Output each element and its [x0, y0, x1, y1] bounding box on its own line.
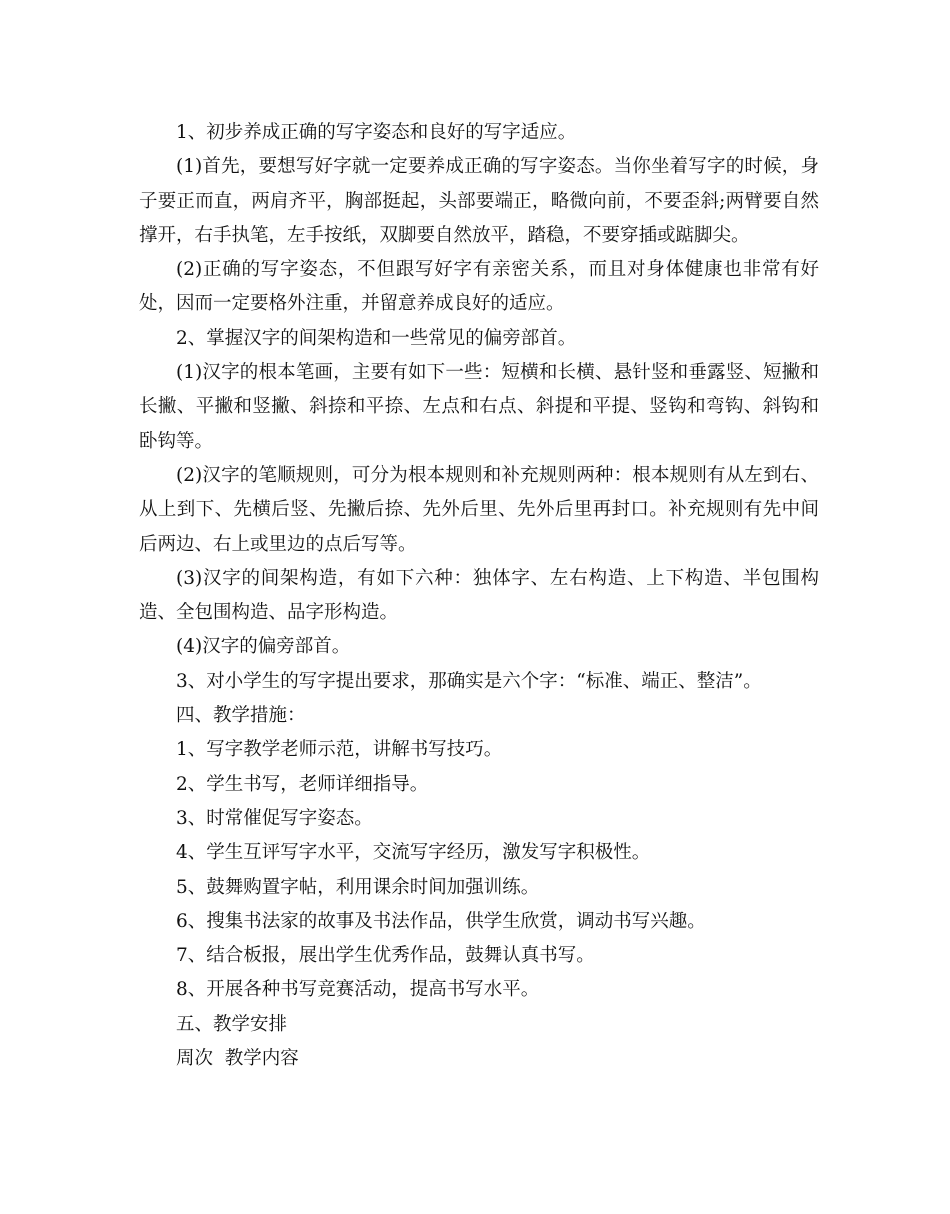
paragraph-basic-strokes: (1)汉字的根本笔画，主要有如下一些：短横和长横、悬针竖和垂露竖、短撇和长撇、平撇和竖撇、斜捺和平捺、左点和右点、斜提和平提、竖钩和弯钩、斜钩和卧钩等。 [139, 362, 819, 452]
section-heading-measures: 四、教学措施： [176, 705, 306, 727]
section-heading-schedule: 五、教学安排 [176, 1013, 288, 1035]
paragraph-habit-heading: 1、初步养成正确的写字姿态和良好的写字适应。 [176, 122, 577, 143]
paragraph-radicals: (4)汉字的偏旁部首。 [176, 636, 351, 658]
paragraph-posture-detail: (1)首先，要想写好字就一定要养成正确的写字姿态。当你坐着写字的时候，身子要正而直，两肩齐平，胸部挺起，头部要端正，略微向前，不要歪斜;两臂要自然撑开，右手执笔，左手按纸，双脚要自然放平，踏稳，不要穿插或踮脚尖。 [139, 156, 819, 246]
paragraph-requirements: 3、对小学生的写字提出要求，那确实是六个字：“标准、端正、整洁”。 [176, 670, 762, 692]
list-item-measure-4: 4、学生互评写字水平，交流写字经历，激发写字积极性。 [176, 842, 651, 864]
list-item-measure-2: 2、学生书写，老师详细指导。 [176, 773, 429, 795]
paragraph-posture-importance: (2)正确的写字姿态，不但跟写好字有亲密关系，而且对身体健康也非常有好处，因而一定要格外注重，并留意养成良好的适应。 [139, 259, 819, 315]
paragraph-stroke-order: (2)汉字的笔顺规则，可分为根本规则和补充规则两种：根本规则有从左到右、从上到下、先横后竖、先撇后捺、先外后里、先外后里再封口。补充规则有先中间后两边、右上或里边的点后写等。 [139, 464, 819, 555]
list-item-measure-1: 1、写字教学老师示范，讲解书写技巧。 [176, 739, 503, 761]
list-item-measure-3: 3、时常催促写字姿态。 [176, 807, 373, 829]
schedule-table-header: 周次 教学内容 [176, 1048, 299, 1070]
document-body [139, 116, 819, 1076]
list-item-measure-5: 5、鼓舞购置字帖，利用课余时间加强训练。 [176, 876, 540, 898]
list-item-measure-6: 6、搜集书法家的故事及书法作品，供学生欣赏，调动书写兴趣。 [176, 910, 706, 932]
list-item-measure-7: 7、结合板报，展出学生优秀作品，鼓舞认真书写。 [176, 945, 595, 967]
paragraph-structure-heading: 2、掌握汉字的间架构造和一些常见的偏旁部首。 [176, 327, 577, 349]
list-item-measure-8: 8、开展各种书写竞赛活动，提高书写水平。 [176, 979, 540, 1001]
paragraph-character-structures: (3)汉字的间架构造，有如下六种：独体字、左右构造、上下构造、半包围构造、全包围构造、品字形构造。 [139, 567, 819, 624]
